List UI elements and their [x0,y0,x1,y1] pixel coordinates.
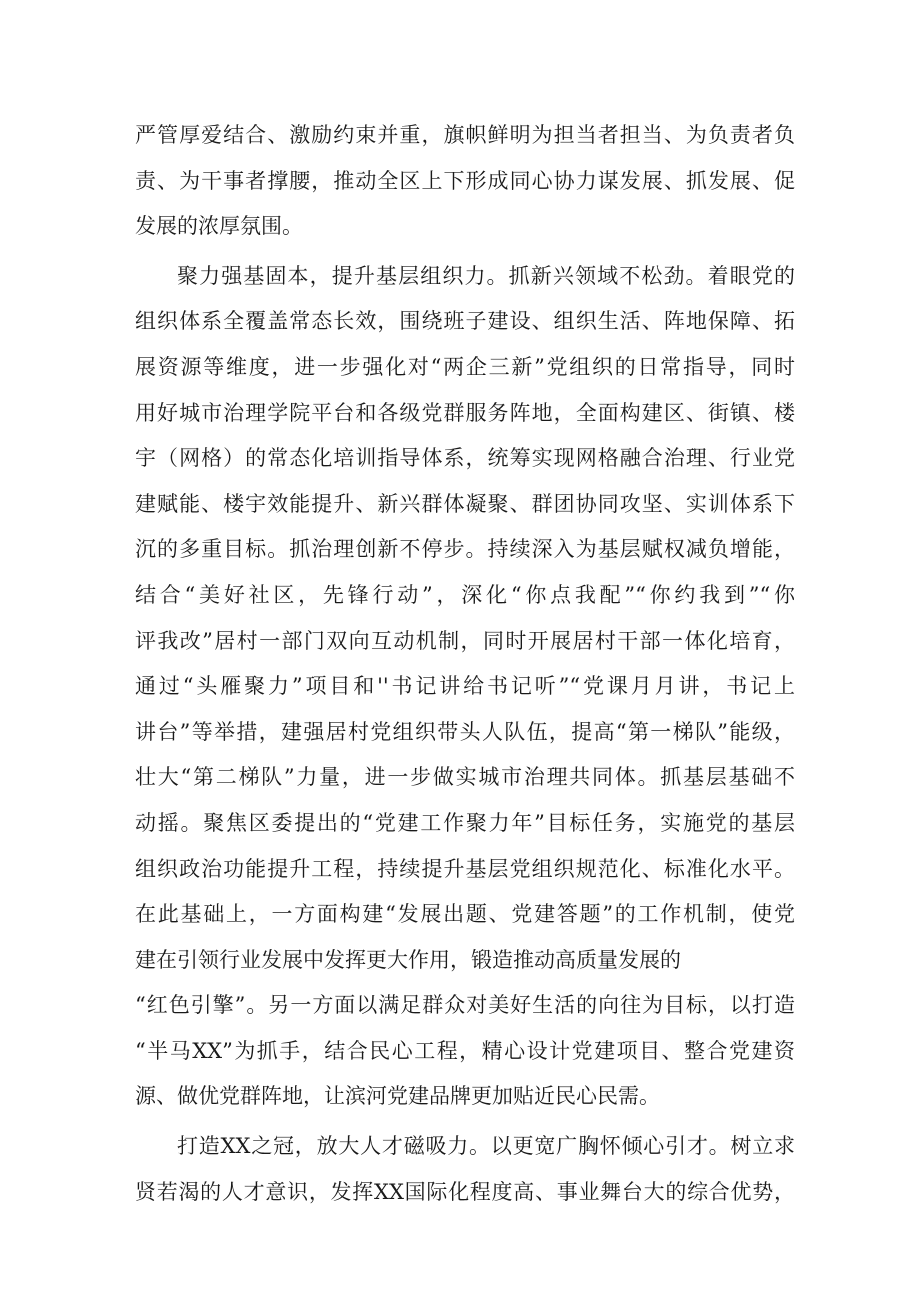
text-line: “半马XX”为抓手，结合民心工程，精心设计党建项目、整合党建资 [135,1038,795,1063]
text-line: 严管厚爱结合、激励约束并重，旗帜鲜明为担当者担当、为负责者负 [135,123,795,147]
text-line: 宇（网格）的常态化培训指导体系，统筹实现网格融合治理、行业党 [135,446,795,471]
text-line: 源、做优党群阵地，让滨河党建品牌更加贴近民心民需。 [135,1084,660,1109]
text-line: 打造XX之冠，放大人才磁吸力。以更宽广胸怀倾心引才。树立求 [177,1134,795,1159]
text-line: “红色引擎”。另一方面以满足群众对美好生活的向往为目标，以打造 [135,993,795,1018]
text-line: 建在引领行业发展中发挥更大作用，锻造推动高质量发展的 [135,947,681,972]
text-line: 建赋能、楼宇效能提升、新兴群体凝聚、群团协同攻坚、实训体系下 [135,491,795,516]
text-line: 责、为干事者撑腰，推动全区上下形成同心协力谋发展、抓发展、促 [135,168,795,193]
text-line: 评我改”居村一部门双向互动机制，同时开展居村干部一体化培育， [135,628,795,653]
text-line: 展资源等维度，进一步强化对“两企三新”党组织的日常指导，同时 [135,354,795,379]
text-line: 结合“美好社区，先锋行动”，深化“你点我配”“你约我到”“你 [135,582,795,607]
text-line: 发展的浓厚氛围。 [135,214,303,239]
text-line: 在此基础上，一方面构建“发展出题、党建答题”的工作机制，使党 [135,902,795,927]
document-body [135,113,795,1215]
text-line: 聚力强基固本，提升基层组织力。抓新兴领域不松劲。着眼党的 [177,263,795,288]
paragraph [135,254,795,1120]
text-line: 组织体系全覆盖常态长效，围绕班子建设、组织生活、阵地保障、拓 [135,309,795,334]
paragraph [135,113,795,250]
text-line: 沉的多重目标。抓治理创新不停步。持续深入为基层赋权减负增能， [135,537,795,562]
text-line: 贤若渴的人才意识，发挥XX国际化程度高、事业舞台大的综合优势， [135,1179,795,1204]
text-line: 通过“头雁聚力”项目和''书记讲给书记听”“党课月月讲，书记上 [135,674,795,699]
text-line: 讲台”等举措，建强居村党组织带头人队伍，提高“第一梯队”能级， [135,719,795,744]
paragraph [135,1124,795,1215]
text-line: 组织政治功能提升工程，持续提升基层党组织规范化、标准化水平。 [135,856,795,881]
text-line: 壮大“第二梯队”力量，进一步做实城市治理共同体。抓基层基础不 [135,765,795,790]
text-line: 动摇。聚焦区委提出的“党建工作聚力年”目标任务，实施党的基层 [135,810,795,835]
text-line: 用好城市治理学院平台和各级党群服务阵地，全面构建区、街镇、楼 [135,400,795,425]
